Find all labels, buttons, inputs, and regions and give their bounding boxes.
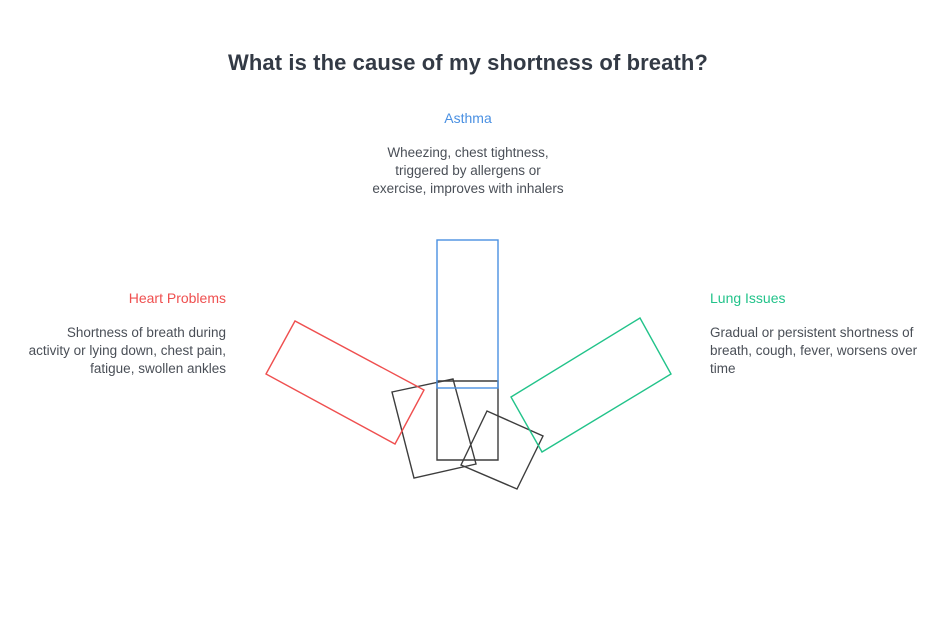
branch-label-lung-issues: Lung Issues (710, 290, 786, 306)
branch-label-asthma: Asthma (444, 110, 492, 126)
branch-description-asthma: Wheezing, chest tightness, triggered by allergens or exercise, improves with inhalers (372, 145, 564, 196)
page-title: What is the cause of my shortness of breath? (228, 50, 708, 75)
branch-label-heart-problems: Heart Problems (128, 290, 226, 306)
branch-description-heart-problems: Shortness of breath during activity or lying down, chest pain, fatigue, swollen ankles (28, 325, 226, 376)
hub-shape (392, 379, 543, 489)
branch-description-lung-issues: Gradual or persistent shortness of breath, cough, fever, worsens over time (710, 325, 918, 376)
asthma-arm-shape (437, 240, 498, 388)
